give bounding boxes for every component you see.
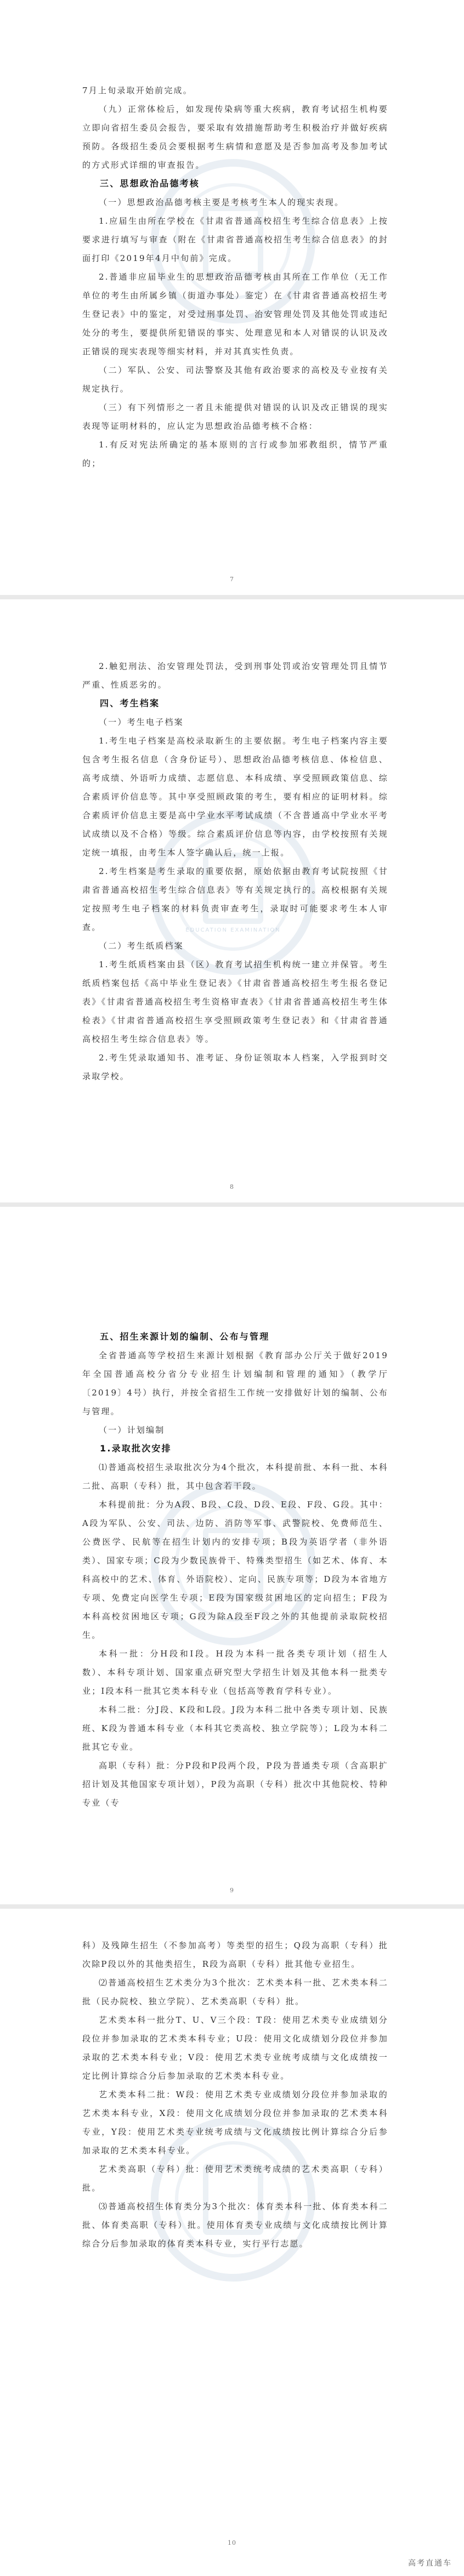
paragraph: 本科一批：分H段和I段。H段为本科一批各类专项计划（招生人数）、本科专项计划、国家重点研究型大学招生计划及其他本科一批类专业；I段本科一批其它类本科专业（包括高等教育学科专业）。 bbox=[82, 1649, 388, 1696]
paragraph: 1.应届生由所在学校在《甘肃省普通高校招生考生综合信息表》上按要求进行填写与审查（附在《甘肃省普通高校招生考生综合信息表》的封面打印《2019年4月中旬前》完成。 bbox=[82, 216, 388, 263]
paragraph: （一）思想政治品德考核主要是考核考生本人的现实表现。 bbox=[99, 197, 344, 207]
sub-heading: （二）考生纸质档案 bbox=[99, 941, 184, 951]
paragraph: ⑴普通高校招生录取批次分为4个批次，本科提前批、本科一批、本科二批、高职（专科）批，其中包含若干段。 bbox=[82, 1462, 388, 1491]
paragraph: 全省普通高等学校招生来源计划根据《教育部办公厅关于做好2019年全国普通高校分省分专业招生计划编制和管理的通知》（教学厅〔2019〕4号）执行，并按全省招生工作统一安排做好计划的编制、公布与管理。 bbox=[82, 1351, 388, 1416]
paragraph: 2.考生凭录取通知书、准考证、身份证领取本人档案，入学报到时交录取学校。 bbox=[82, 1053, 388, 1081]
paragraph: 艺术类高职（专科）批：使用艺术类统考成绩的艺术类高职（专科）批。 bbox=[82, 2164, 388, 2193]
paragraph: 2.触犯刑法、治安管理处罚法，受到刑事处罚或治安管理处罚且情节严重、性质恶劣的。 bbox=[82, 661, 388, 690]
paragraph: 科）及残障生招生（不参加高考）等类型的招生；Q段为高职（专科）批次除P段以外的其他类招生，R段为高职（专科）批其他专业招生。 bbox=[82, 1940, 388, 1969]
paragraph: 本科提前批：分为A段、B段、C段、D段、E段、F段、G段。其中：A段为军队、公安、司法、边防、消防等军事、武警院校、免费师范生、公费医学、民航等在招生计划内的安排专项；B段为英语学者（非外语类）、国家专项；C段为少数民族骨干、特殊类型招生（如艺术、体育、本科高校中的艺术、体育、外语院校）、定向、民族专项等；D段为本省地方专项、免费定向医学生专项；E段为国家级贫困地区的定向招生；F段为本科高校贫困地区专项；G段为除A段至F段之外的其他提前录取院校招生。 bbox=[82, 1500, 388, 1640]
document-page-2 bbox=[0, 599, 464, 1202]
paragraph: 2.考生档案是考生录取的重要依据，原始依据由教育考试院按照《甘肃省普通高校招生考生综合信息表》等有关规定执行的。高校根据有关规定按照考生电子档案的材料负责审查考生，录取时可能要求考生本人审查。 bbox=[82, 866, 388, 932]
document-page-3 bbox=[0, 1207, 464, 1904]
paragraph: 2.普通非应届毕业生的思想政治品德考核由其所在工作单位（无工作单位的考生由所属乡镇（街道办事处）鉴定）在《甘肃省普通高校招生考生登记表》中的鉴定，对受过刑事处罚、治安管理处罚及其他处罚或违纪处分的考生，要提供所犯错误的事实、处理意见和本人对错误的认识及改正错误的现实表现等细实材料，并对其真实性负责。 bbox=[82, 272, 388, 356]
paragraph: 1.考生电子档案是高校录取新生的主要依据。考生电子档案内容主要包含考生报名信息（含身份证号）、思想政治品德考核信息、体检信息、高考成绩、外语听力成绩、志愿信息、本科成绩、享受照顾政策信息、综合素质评价信息等。其中享受照顾政策的考生，要有相应的证明材料。综合素质评价信息主要是高中学业水平考试成绩（不含普通高中学业水平考试成绩以及不合格）等级。综合素质评价信息等内容，由学校按照有关规定统一填报，由考生本人签字确认后，统一上报。 bbox=[82, 736, 388, 858]
sub-heading: （一）计划编制 bbox=[99, 1425, 165, 1435]
document-page-1 bbox=[0, 0, 464, 595]
sub-heading-bold: 1.录取批次安排 bbox=[100, 1443, 172, 1454]
section-heading-3: 三、思想政治品德考核 bbox=[100, 178, 200, 189]
document-page-4 bbox=[0, 1909, 464, 2576]
paragraph: 本科二批：分J段、K段和L段。J段为本科二批中各类专项计划、民族班、K段为普通本科专业（本科其它类高校、独立学院等）；L段为本科二批其它专业。 bbox=[82, 1705, 388, 1752]
paragraph: 艺术类本科二批：W段：使用艺术类专业成绩划分段位并参加录取的艺术类本科专业，X段：使用文化成绩划分段位并参加录取的艺术类本科专业，Y段：使用艺术类专业统考成绩与文化成绩按比例计算综合分后参加录取的艺术类本科专业。 bbox=[82, 2090, 388, 2155]
paragraph: （二）军队、公安、司法警察及其他有政治要求的高校及专业按有关规定执行。 bbox=[82, 365, 388, 394]
section-heading-5: 五、招生来源计划的编制、公布与管理 bbox=[100, 1331, 270, 1342]
page-separator bbox=[0, 595, 464, 599]
paragraph: 1.考生纸质档案由县（区）教育考试招生机构统一建立并保管。考生纸质档案包括《高中毕业生登记表》《甘肃省普通高校招生考生报名登记表》《甘肃省普通高校招生考生资格审查表》《甘肃省普通高校招生考生体检表》《甘肃省普通高校招生享受照顾政策考生登记表》和《甘肃省普通高校招生考生综合信息表》等。 bbox=[82, 960, 388, 1044]
source-brand-label: 高考直通车 bbox=[408, 2559, 452, 2568]
page-separator bbox=[0, 1904, 464, 1909]
paragraph: ⑶普通高校招生体育类分为3个批次：体育类本科一批、体育类本科二批、体育类高职（专科）批。使用体育类专业成绩与文化成绩按比例计算综合分后参加录取的体育类本科专业，实行平行志愿。 bbox=[82, 2201, 388, 2249]
page-separator bbox=[0, 1202, 464, 1207]
sub-heading: （一）考生电子档案 bbox=[99, 717, 184, 727]
section-heading-4: 四、考生档案 bbox=[100, 698, 160, 708]
page-number: 10 bbox=[228, 2539, 236, 2546]
paragraph: （三）有下列情形之一者且未能提供对错误的认识及改正错误的现实表现等证明材料的，应认定为思想政治品德考核不合格： bbox=[82, 402, 388, 431]
watermark-seal: EDUCATION EXAMINATION bbox=[151, 810, 315, 975]
page-number: 8 bbox=[230, 1183, 234, 1190]
paragraph: 高职（专科）批：分P段和P段两个段，P段为普通类专项（含高职扩招计划及其他国家专项计划），P段为高职（专科）批次中其他院校、特种专业（专 bbox=[82, 1761, 388, 1808]
page-number: 9 bbox=[230, 1887, 234, 1894]
paragraph: 7月上旬录取开始前完成。 bbox=[82, 86, 193, 95]
paragraph: 艺术类本科一批分T、U、V三个段：T段：使用艺术类专业成绩划分段位并参加录取的艺术类本科专业；U段：使用文化成绩划分段位并参加录取的艺术类本科专业；V段：使用艺术类专业统考成绩与文化成绩按一定比例计算综合分后参加录取的艺术类本科专业。 bbox=[82, 2015, 388, 2081]
paragraph: （九）正常体检后，如发现传染病等重大疾病，教育考试招生机构要立即向省招生委员会报告，要采取有效措施帮助考生积极治疗并做好疾病预防。各级招生委员会要根据考生病情和意愿及是否参加高考及参加考试的方式形式详细的审查报告。 bbox=[82, 104, 388, 170]
page-number: 7 bbox=[230, 576, 234, 583]
paragraph: 1.有反对宪法所确定的基本原则的言行或参加邪教组织，情节严重的； bbox=[82, 440, 388, 468]
paragraph: ⑵普通高校招生艺术类分为3个批次：艺术类本科一批、艺术类本科二批（民办院校、独立学院）、艺术类高职（专科）批。 bbox=[82, 1978, 388, 2006]
